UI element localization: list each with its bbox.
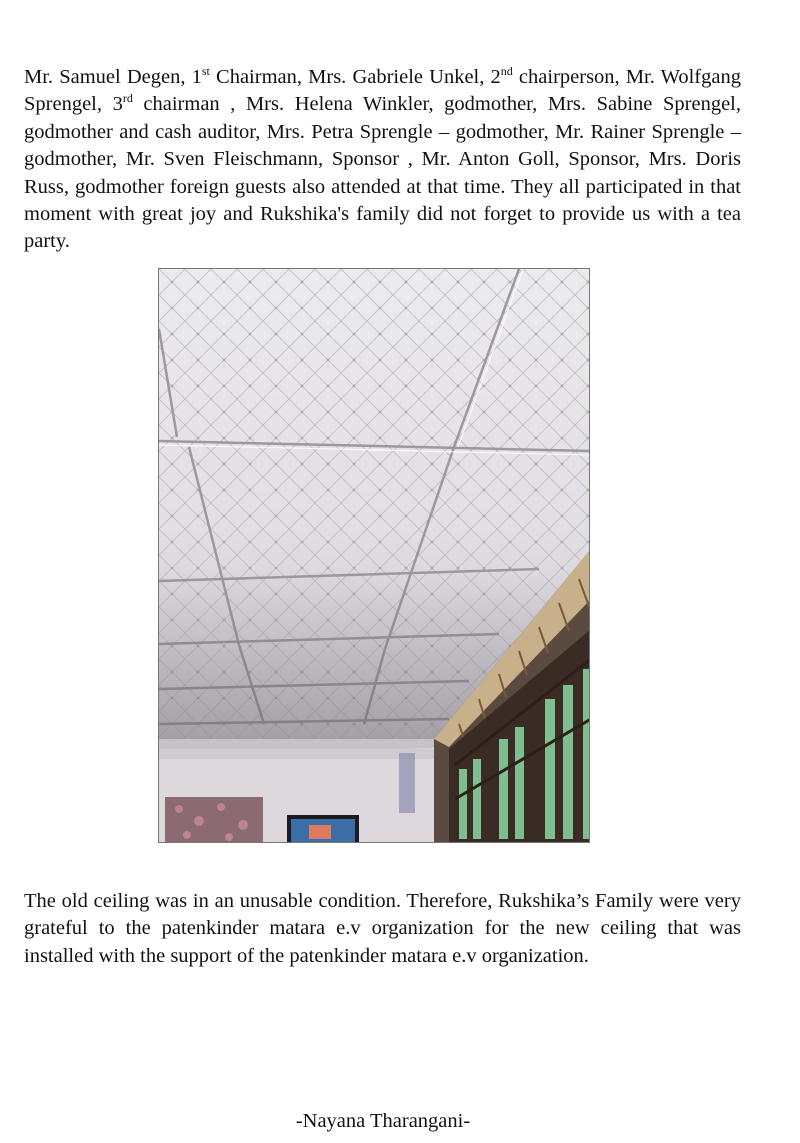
ordinal-suffix-1: st [201, 64, 210, 79]
paragraph-guests-part-3: chairperson, Mr. Wolfgang Sprengel, 3 [24, 66, 741, 116]
ordinal-suffix-2: nd [500, 64, 513, 79]
paragraph-guests-part-1: Mr. Samuel Degen, 1 [24, 66, 202, 88]
paragraph-guests-part-4: chairman , Mrs. Helena Winkler, godmother, Mrs. Sabine Sprengel, godmother and cash auditor, Mrs. Petra Sprengle – godmother, Mr. Rainer Sprengle – godmother, Mr. Sven Fleischmann, Sponsor , Mr. Anton Goll, Sponsor, Mrs. Doris Russ, godmother foreign guests also attended at that time. They all participated in that moment with great joy and Rukshika's family did not forget to provide us with a tea party. [24, 93, 741, 253]
paragraph-guests-part-2: Chairman, Mrs. Gabriele Unkel, 2 [209, 66, 501, 88]
ordinal-suffix-3: rd [122, 91, 133, 106]
ceiling-photo [158, 268, 590, 843]
paragraph-ceiling: The old ceiling was in an unusable condition. Therefore, Rukshika’s Family were very grateful to the patenkinder matara e.v organization for the new ceiling that was installed with the support of the patenkinder matara e.v organization. [24, 890, 741, 967]
paragraph-guests [24, 64, 741, 256]
author-signature: -Nayana Tharangani- [295, 1110, 471, 1132]
